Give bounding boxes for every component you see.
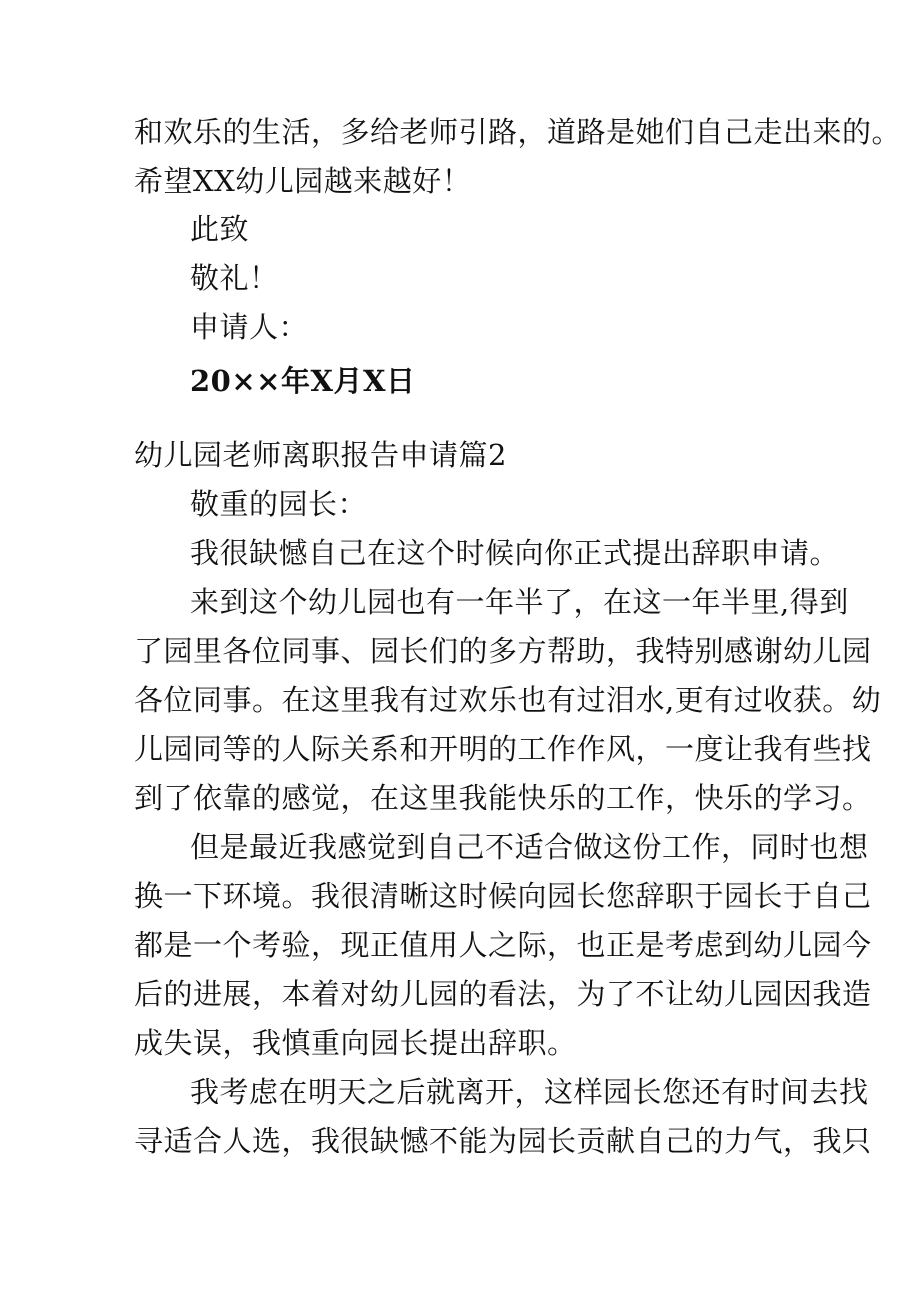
salutation-line: 此致 — [190, 212, 250, 246]
paragraph-line: 寻适合人选，我很缺憾不能为园长贡献自己的力气，我只 — [134, 1124, 872, 1158]
paragraph-line: 了园里各位同事、园长们的多方帮助，我特别感谢幼儿园 — [134, 634, 872, 668]
paragraph-line: 儿园同等的人际关系和开明的工作作风，一度让我有些找 — [134, 732, 872, 766]
paragraph-line: 我考虑在明天之后就离开，这样园长您还有时间去找 — [190, 1075, 869, 1109]
paragraph-line: 来到这个幼儿园也有一年半了，在这一年半里,得到 — [190, 585, 849, 619]
regards-line: 敬礼！ — [190, 261, 279, 295]
paragraph-line: 后的进展，本着对幼儿园的看法，为了不让幼儿园因我造 — [134, 977, 872, 1011]
paragraph-line: 到了依靠的感觉，在这里我能快乐的工作，快乐的学习。 — [134, 781, 872, 815]
body-line-1: 和欢乐的生活，多给老师引路，道路是她们自己走出来的。 — [134, 115, 902, 149]
closing-wish-line: 希望XX幼儿园越来越好！ — [134, 164, 472, 198]
date-line: 20××年X月X日 — [190, 364, 416, 398]
paragraph-line: 成失误，我慎重向园长提出辞职。 — [134, 1026, 577, 1060]
paragraph-line: 但是最近我感觉到自己不适合做这份工作，同时也想 — [190, 830, 869, 864]
paragraph-line: 各位同事。在这里我有过欢乐也有过泪水,更有过收获。幼 — [134, 683, 882, 717]
paragraph-line: 都是一个考验，现正值用人之际，也正是考虑到幼儿园今 — [134, 928, 872, 962]
greeting-line: 敬重的园长： — [190, 487, 368, 521]
paragraph-line: 我很缺憾自己在这个时候向你正式提出辞职申请。 — [190, 536, 840, 570]
applicant-line: 申请人： — [190, 310, 309, 344]
paragraph-line: 换一下环境。我很清晰这时候向园长您辞职于园长于自己 — [134, 879, 872, 913]
section-title: 幼儿园老师离职报告申请篇2 — [134, 438, 507, 472]
